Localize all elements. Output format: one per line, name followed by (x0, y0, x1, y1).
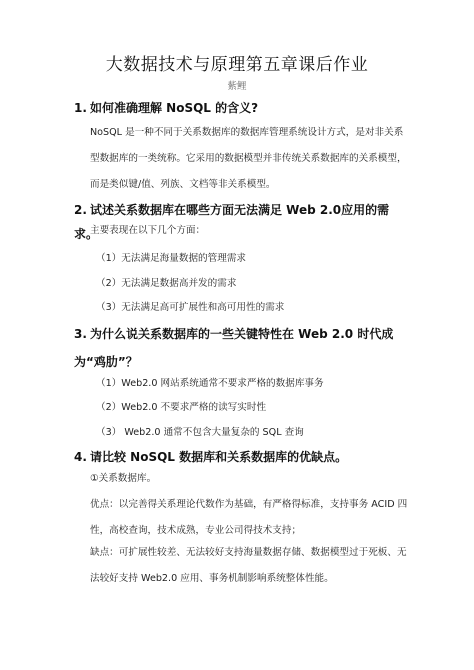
list-item: （3） Web2.0 通常不包含大量复杂的 SQL 查询 (96, 427, 304, 438)
question-number: 3. (74, 327, 87, 341)
question-number: 1. (74, 101, 87, 115)
list-item: （3）无法满足高可扩展性和高可用性的需求 (96, 302, 285, 313)
answer-2-intro: 主要表现在以下几个方面： (90, 225, 206, 236)
answer-4-cons: 缺点：可扩展性较差、无法较好支持海量数据存储、数据模型过于死板、无法较好支持 Web2.0 应用、事务机制影响系统整体性能。 (90, 547, 407, 584)
list-item: （2）无法满足数据高并发的需求 (96, 278, 237, 289)
question-3 (74, 320, 404, 376)
list-item: （1）Web2.0 网站系统通常不要求严格的数据库事务 (96, 378, 324, 389)
list-item: （1）无法满足海量数据的管理需求 (96, 253, 247, 264)
question-text: 如何准确理解 NoSQL 的含义? (90, 101, 259, 115)
question-text: 请比较 NoSQL 数据库和关系数据库的优缺点。 (90, 450, 348, 464)
question-number: 2. (74, 203, 87, 217)
page-title: 大数据技术与原理第五章课后作业 (105, 55, 369, 75)
question-text: 试述关系数据库在哪些方面无法满足 Web 2.0应用的需求。 (74, 203, 390, 241)
answer-4-subheading: ①关系数据库。 (90, 473, 157, 484)
author-name: 紫鲤 (227, 81, 247, 92)
list-item: （2）Web2.0 不要求严格的读写实时性 (96, 402, 267, 413)
question-text: 为什么说关系数据库的一些关键特性在 Web 2.0 时代成为“鸡肋”？ (74, 327, 394, 369)
answer-4-pros: 优点：以完善得关系理论代数作为基础，有严格得标准，支持事务 ACID 四性，高校查询，技术成熟，专业公司得技术支持； (90, 499, 408, 536)
question-1 (74, 96, 404, 120)
question-number: 4. (74, 450, 87, 464)
answer-1: NoSQL 是一种不同于关系数据库的数据库管理系统设计方式，是对非关系型数据库的一类统称。它采用的数据模型并非传统关系数据库的关系模型，而是类似键/值、列族、文档等非关系模型。 (90, 127, 407, 190)
